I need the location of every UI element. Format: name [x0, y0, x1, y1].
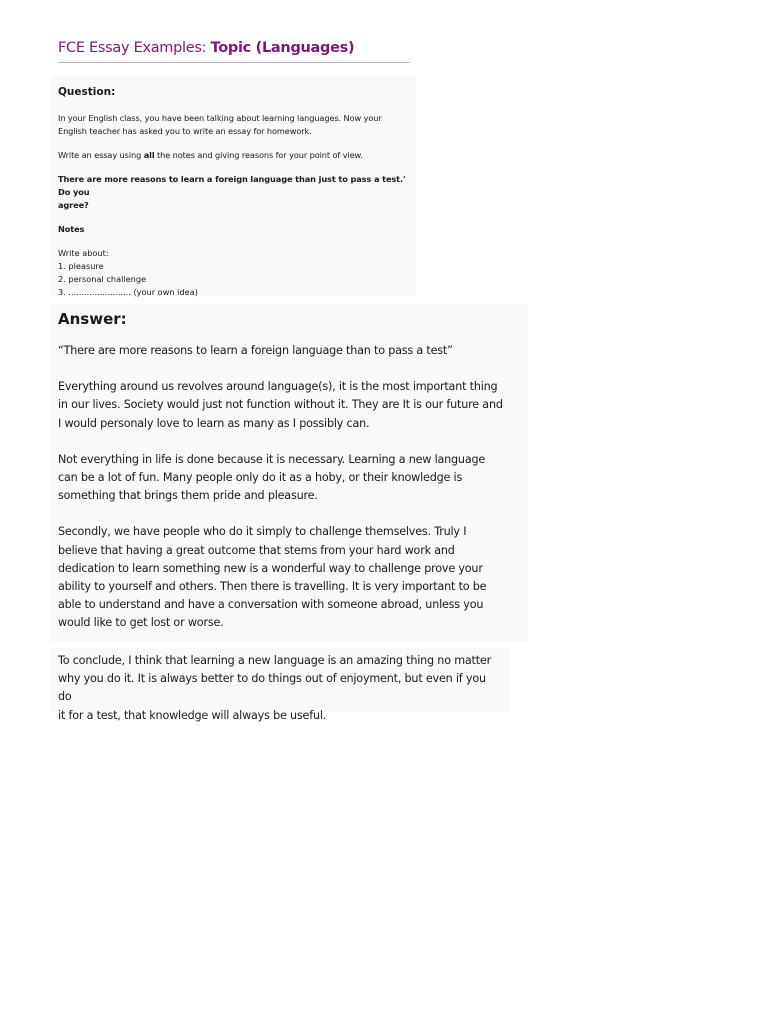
text-line: in our lives. Society would just not function without it. They are It is our future and: [58, 398, 503, 412]
answer-card: [50, 304, 528, 642]
text-line: would like to get lost or worse.: [58, 616, 224, 630]
text-line: Not everything in life is done because it is necessary. Learning a new language: [58, 452, 486, 466]
text-line: I would personaly love to learn as many as I possibly can.: [58, 416, 370, 430]
answer-paragraph-1: [58, 378, 520, 433]
text-line: able to understand and have a conversation with someone abroad, unless you: [58, 598, 484, 612]
text-line: Everything around us revolves around language(s), it is the most important thing: [58, 380, 498, 394]
text-line: why you do it. It is always better to do things out of enjoyment, but even if you do: [58, 672, 486, 704]
title-topic: Topic (Languages): [210, 40, 355, 56]
notes-heading: Notes: [58, 224, 85, 234]
text-line: To conclude, I think that learning a new language is an amazing thing no matter: [58, 654, 492, 667]
text-line: Secondly, we have people who do it simply to challenge themselves. Truly I: [58, 525, 467, 539]
note-item-pleasure: 1. pleasure: [58, 261, 104, 271]
text-line: ability to yourself and others. Then there is travelling. It is very important to be: [58, 580, 487, 594]
question-prompt: [58, 173, 408, 212]
note-item-own-idea: 3. ........................ (your own idea): [58, 287, 198, 297]
question-heading: Question:: [58, 86, 116, 98]
question-card: [50, 76, 416, 296]
text-line: dedication to learn something new is a wonderful way to challenge prove your: [58, 561, 483, 575]
instruction-before: Write an essay using: [58, 150, 144, 160]
question-intro-line-2: English teacher has asked you to write an essay for homework.: [58, 126, 312, 136]
title-prefix: FCE Essay Examples:: [58, 40, 211, 56]
text-line: it for a test, that knowledge will always be useful.: [58, 708, 327, 722]
answer-paragraph-3: [58, 523, 520, 632]
text-line: can be a lot of fun. Many people only do it as a hoby, or their knowledge is: [58, 471, 463, 485]
question-intro-line-1: In your English class, you have been talking about learning languages. Now your: [58, 113, 382, 123]
page-title: [58, 40, 410, 56]
note-item-personal-challenge: 2. personal challenge: [58, 274, 147, 284]
notes-list: [58, 247, 408, 299]
title-block: [58, 40, 410, 63]
instruction-bold: all: [143, 150, 155, 160]
text-line: believe that having a great outcome that stems from your hard work and: [58, 543, 455, 557]
question-instruction: [58, 149, 408, 162]
answer-paragraph-2: [58, 451, 520, 506]
answer-quote: “There are more reasons to learn a foreign language than to pass a test”: [58, 344, 453, 357]
question-prompt-line-2: agree?: [58, 200, 89, 210]
question-intro: [58, 112, 408, 138]
question-prompt-line-1: There are more reasons to learn a foreign language than just to pass a test.' Do you: [58, 174, 406, 197]
text-line: something that brings them pride and pleasure.: [58, 489, 318, 503]
instruction-after: the notes and giving reasons for your point of view.: [154, 150, 363, 160]
notes-intro: Write about:: [58, 248, 109, 258]
conclusion-card: [50, 648, 510, 722]
answer-paragraph-4: [58, 652, 502, 725]
answer-heading: Answer:: [58, 310, 127, 328]
